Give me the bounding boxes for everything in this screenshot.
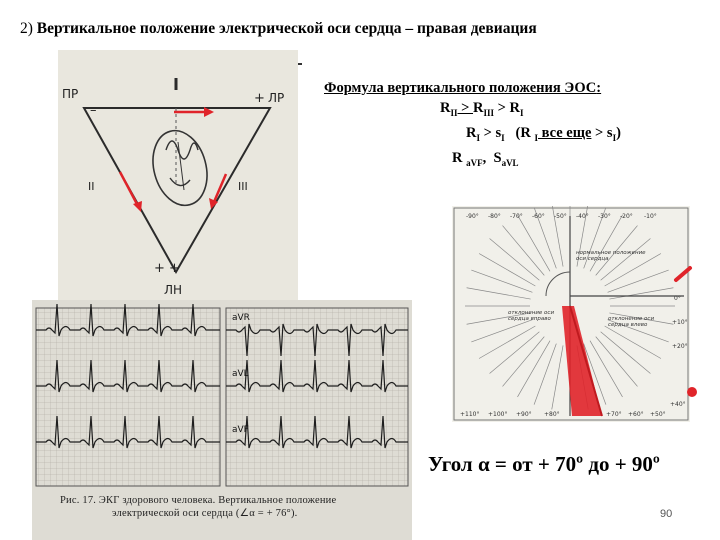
tick-top: -50° — [554, 213, 567, 220]
angle-range-text: Угол α = от + 70º до + 90º — [428, 452, 660, 476]
tick-bottom: +60° — [628, 411, 644, 418]
tick-top: -30° — [598, 213, 611, 220]
tick-bottom: +70° — [606, 411, 622, 418]
label-right-deviation: отклонение оси сердца вправо — [508, 310, 555, 322]
tick-bottom: +100° — [488, 411, 508, 418]
sign-plus-bottom: + + — [154, 261, 180, 276]
sign-minus: – — [90, 103, 97, 118]
tick-top: -40° — [576, 213, 589, 220]
lead-avf: aVF — [232, 425, 249, 435]
tick-bottom: +50° — [650, 411, 666, 418]
tick-top: -70° — [510, 213, 523, 220]
label-pr: ПР — [62, 87, 79, 101]
title-text: Вертикальное положение электрической оси сердца – правая девиация — [36, 20, 537, 37]
lead-avl: aVL — [232, 369, 249, 379]
tick-bottom: +40° — [670, 401, 686, 408]
formula-block — [318, 78, 698, 173]
formula-line-3: R $_{aVF}$, $S_{aVL}$ — [452, 149, 519, 168]
axis-diagram — [452, 206, 690, 422]
label-normal-axis: нормальное положение оси сердца — [576, 250, 646, 262]
label-left-deviation: отклонение оси сердца влево — [608, 316, 655, 328]
red-dot-mark-icon — [684, 384, 700, 400]
slide-title — [20, 20, 537, 38]
tick-bottom: +110° — [460, 411, 480, 418]
tick-top: -80° — [488, 213, 501, 220]
page-number: 90 — [660, 508, 673, 520]
lead-avr: aVR — [232, 313, 250, 323]
axis-ray — [467, 288, 531, 299]
formula-heading: Формула вертикального положения ЭОС: — [324, 80, 602, 96]
sign-plus: + — [254, 91, 265, 106]
axis-ray — [471, 270, 532, 292]
title-number: 2) — [20, 20, 33, 37]
tick-right: 0° — [674, 295, 681, 302]
tick-top: -60° — [532, 213, 545, 220]
tick-bottom: +80° — [544, 411, 560, 418]
tick-top: -10° — [644, 213, 657, 220]
axis-ray — [534, 344, 556, 405]
label-lead-2: II — [88, 180, 95, 193]
tick-right: +10° — [672, 319, 688, 326]
tick-top: -90° — [466, 213, 479, 220]
formula-line-1: $R_{II} > R_{III} > R_I$ — [440, 100, 524, 118]
tick-top: -20° — [620, 213, 633, 220]
label-ln: ЛН — [164, 283, 183, 297]
einthoven-triangle-figure — [58, 50, 298, 308]
label-lead-3: III — [238, 180, 248, 193]
label-lr: ЛР — [268, 91, 285, 105]
axis-ray — [552, 345, 563, 409]
caption-line-2: электрической оси сердца (∠α = + 76°). — [112, 508, 298, 519]
figure-caption — [60, 494, 400, 520]
tick-bottom: +90° — [516, 411, 532, 418]
tick-right: +20° — [672, 343, 688, 350]
caption-line-1: Рис. 17. ЭКГ здорового человека. Вертикальное положение — [60, 495, 337, 506]
formula-line-2: $R_I > s_I$ (R $_I$ все еще > $s_I$) — [466, 124, 621, 143]
red-arrow-mark-icon — [672, 262, 694, 284]
